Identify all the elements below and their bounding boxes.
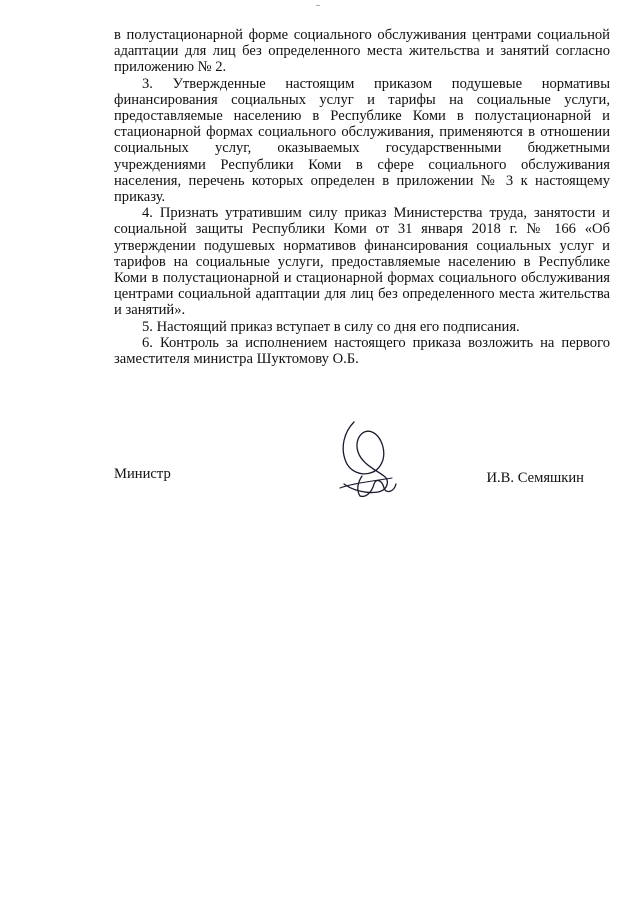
document-body [114,27,610,367]
scan-artifact [316,5,320,6]
paragraph-continuation: в полустационарной форме социального обслуживания центрами социальной адаптации для лиц без определенного места жительства и занятий согласно приложению № 2. [114,27,610,76]
paragraph-5: 5. Настоящий приказ вступает в силу со дня его подписания. [142,318,520,335]
paragraph-3: 3. Утвержденные настоящим приказом подушевые нормативы финансирования социальных услуг и тарифы на социальные услуги, предоставляемые населению в Республике Коми в полустационарной и стационарной формах социального обслуживания, применяются в отношении социальных услуг, оказываемых государственными бюджетными учреждениями Республики Коми в сфере социального обслуживания населения, перечень которых определен в приложении № 3 к настоящему приказу. [114,75,610,206]
paragraph-4: 4. Признать утратившим силу приказ Министерства труда, занятости и социальной защиты Республики Коми от 31 января 2018 г. № 166 «Об утверждении подушевых нормативов финансирования социальных услуг и тарифов на социальные услуги, предоставляемые населению в Республике Коми в полустационарной и стационарной формах социального обслуживания центрами социальной адаптации для лиц без определенного места жительства и занятий». [114,205,610,319]
signatory-title: Министр [114,466,171,482]
signatory-name: И.В. Семяшкин [486,470,584,486]
signature-block [114,462,610,502]
paragraph-6: 6. Контроль за исполнением настоящего приказа возложить на первого заместителя министра Шуктомову О.Б. [114,334,610,368]
